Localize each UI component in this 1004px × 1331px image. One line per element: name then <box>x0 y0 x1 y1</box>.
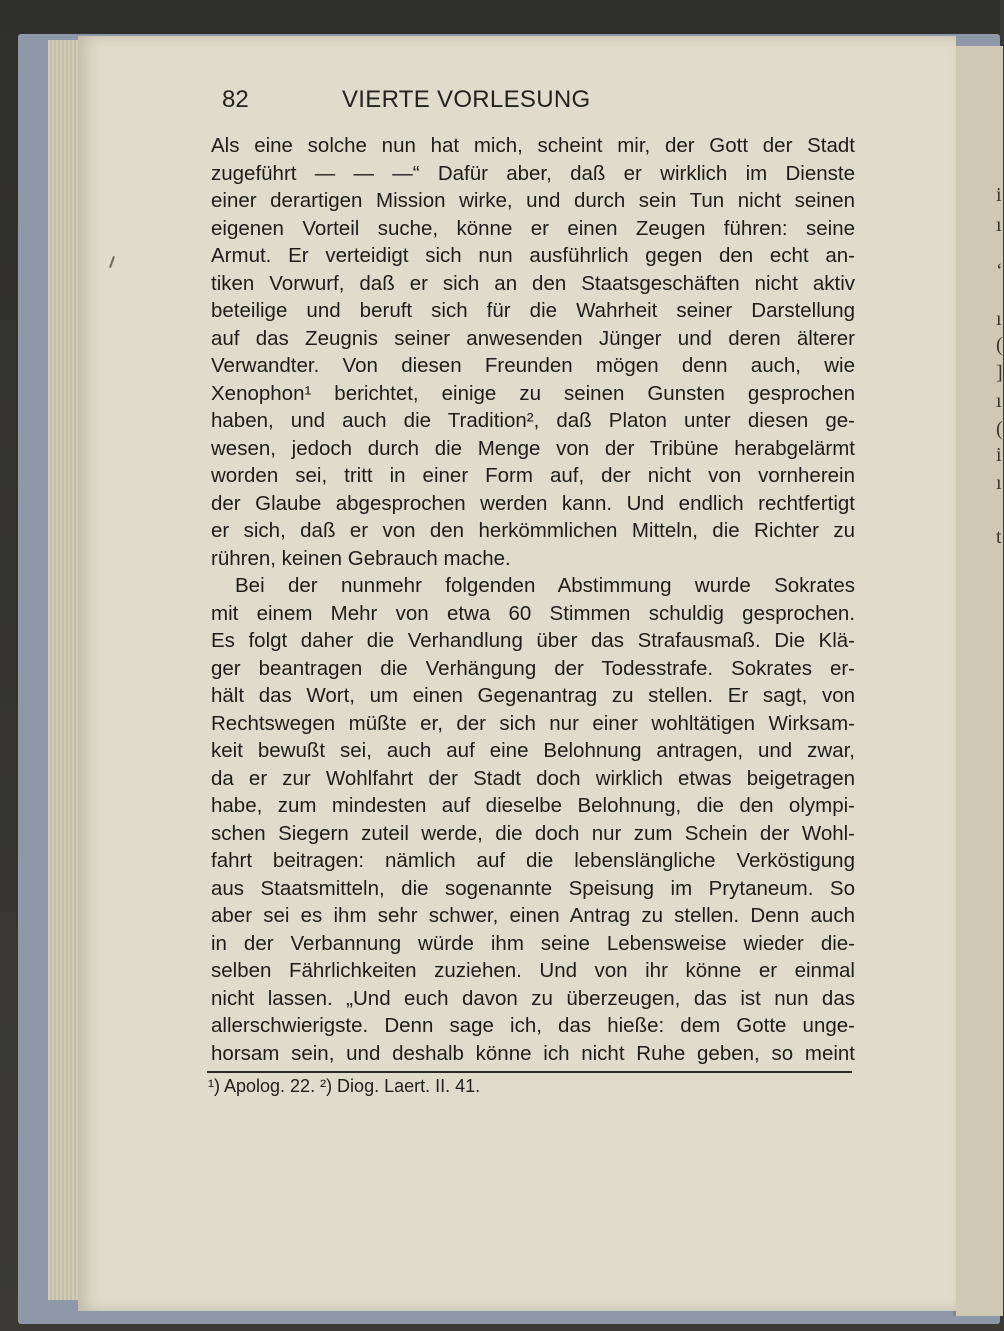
page-header <box>222 86 667 120</box>
text-line: Verwandter. Von diesen Freunden mögen denn auch, wie <box>211 354 855 377</box>
text-line: da er zur Wohlfahrt der Stadt doch wirklich etwas beigetragen <box>211 766 855 790</box>
text-line: in der Verbannung würde ihm seine Lebensweise wieder die- <box>211 931 855 955</box>
text-line: selben Fährlichkeiten zuziehen. Und von ihr könne er einmal <box>211 959 855 982</box>
facing-page-glyph: t <box>996 526 1002 548</box>
text-line: keit bewußt sei, auch auf eine Belohnung antragen, und zwar, <box>211 739 855 762</box>
text-line: Als eine solche nun hat mich, scheint mir, der Gott der Stadt <box>211 134 855 157</box>
text-line: wesen, jedoch durch die Menge von der Tribüne herabgelärmt <box>211 436 855 460</box>
text-line: zugeführt — — —“ Dafür aber, daß er wirklich im Dienste <box>211 161 855 185</box>
footnotes: ¹) Apolog. 22. ²) Diog. Laert. II. 41. <box>208 1076 481 1096</box>
text-line: haben, und auch die Tradition², daß Platon unter diesen ge- <box>211 409 855 432</box>
facing-page-glyph: ( <box>996 334 1003 356</box>
facing-page-glyph: ı <box>996 472 1002 494</box>
facing-page-glyph: ‘ <box>996 260 1003 282</box>
text-line: rühren, keinen Gebrauch mache. <box>211 546 511 570</box>
text-line: aus Staatsmitteln, die sogenannte Speisung im Prytaneum. So <box>211 876 855 900</box>
text-line: der Glaube abgesprochen werden kann. Und endlich rechtfertigt <box>211 491 855 515</box>
text-line: hält das Wort, um einen Gegenantrag zu stellen. Er sagt, von <box>211 684 855 707</box>
text-line: schen Siegern zuteil werde, die doch nur zum Schein der Wohl- <box>211 821 855 845</box>
facing-page-glyph: ( <box>996 418 1003 440</box>
text-line: Armut. Er verteidigt sich nun ausführlich gegen den echt an- <box>211 244 855 267</box>
text-line: nicht lassen. „Und euch davon zu überzeugen, das ist nun das <box>211 986 855 1010</box>
facing-page-edge <box>953 46 1003 1316</box>
text-line: habe, zum mindesten auf dieselbe Belohnung, die den olympi- <box>211 794 855 817</box>
text-line: ger beantragen die Verhängung der Todesstrafe. Sokrates er- <box>211 656 855 680</box>
text-line: eigenen Vorteil suche, könne er einen Zeugen führen: seine <box>211 216 855 240</box>
text-line: aber sei es ihm sehr schwer, einen Antrag zu stellen. Denn auch <box>211 904 855 927</box>
body-text <box>211 132 855 1067</box>
text-line: er sich, daß er von den herkömmlichen Mitteln, die Richter zu <box>211 519 855 542</box>
footnote-rule <box>207 1071 852 1073</box>
text-line: horsam sein, und deshalb könne ich nicht Ruhe geben, so meint <box>211 1041 855 1065</box>
text-line: allerschwierigste. Denn sage ich, das hieße: dem Gotte unge- <box>211 1014 855 1037</box>
text-line: einer derartigen Mission wirke, und durch sein Tun nicht seinen <box>211 189 855 212</box>
text-line: Xenophon¹ berichtet, einige zu seinen Gunsten gesprochen <box>211 381 855 405</box>
facing-page-glyph: i <box>996 184 1002 206</box>
text-line: auf das Zeugnis seiner anwesenden Jünger und deren älterer <box>211 326 855 350</box>
page-number: 82 <box>222 86 249 113</box>
text-line: fahrt beitragen: nämlich auf die lebenslängliche Verköstigung <box>211 849 855 872</box>
running-title: VIERTE VORLESUNG <box>342 86 591 113</box>
text-line: tiken Vorwurf, daß er sich an den Staatsgeschäften nicht aktiv <box>211 271 855 295</box>
facing-page-glyph: ] <box>996 362 1003 384</box>
facing-page-glyph: ı <box>996 214 1002 236</box>
facing-page-glyph: ı <box>996 390 1002 412</box>
text-line: Rechtswegen müßte er, der sich nur einer wohltätigen Wirksam- <box>211 711 855 735</box>
text-line: Es folgt daher die Verhandlung über das Strafausmaß. Die Klä- <box>211 629 855 652</box>
text-line: Bei der nunmehr folgenden Abstimmung wurde Sokrates <box>235 574 855 597</box>
text-line: mit einem Mehr von etwa 60 Stimmen schuldig gesprochen. <box>211 601 855 625</box>
facing-page-glyph: ı <box>996 308 1002 330</box>
facing-page-glyph: i <box>996 444 1002 466</box>
text-line: beteilige und beruft sich für die Wahrheit seiner Darstellung <box>211 299 855 322</box>
text-line: worden sei, tritt in einer Form auf, der nicht von vornherein <box>211 464 855 487</box>
